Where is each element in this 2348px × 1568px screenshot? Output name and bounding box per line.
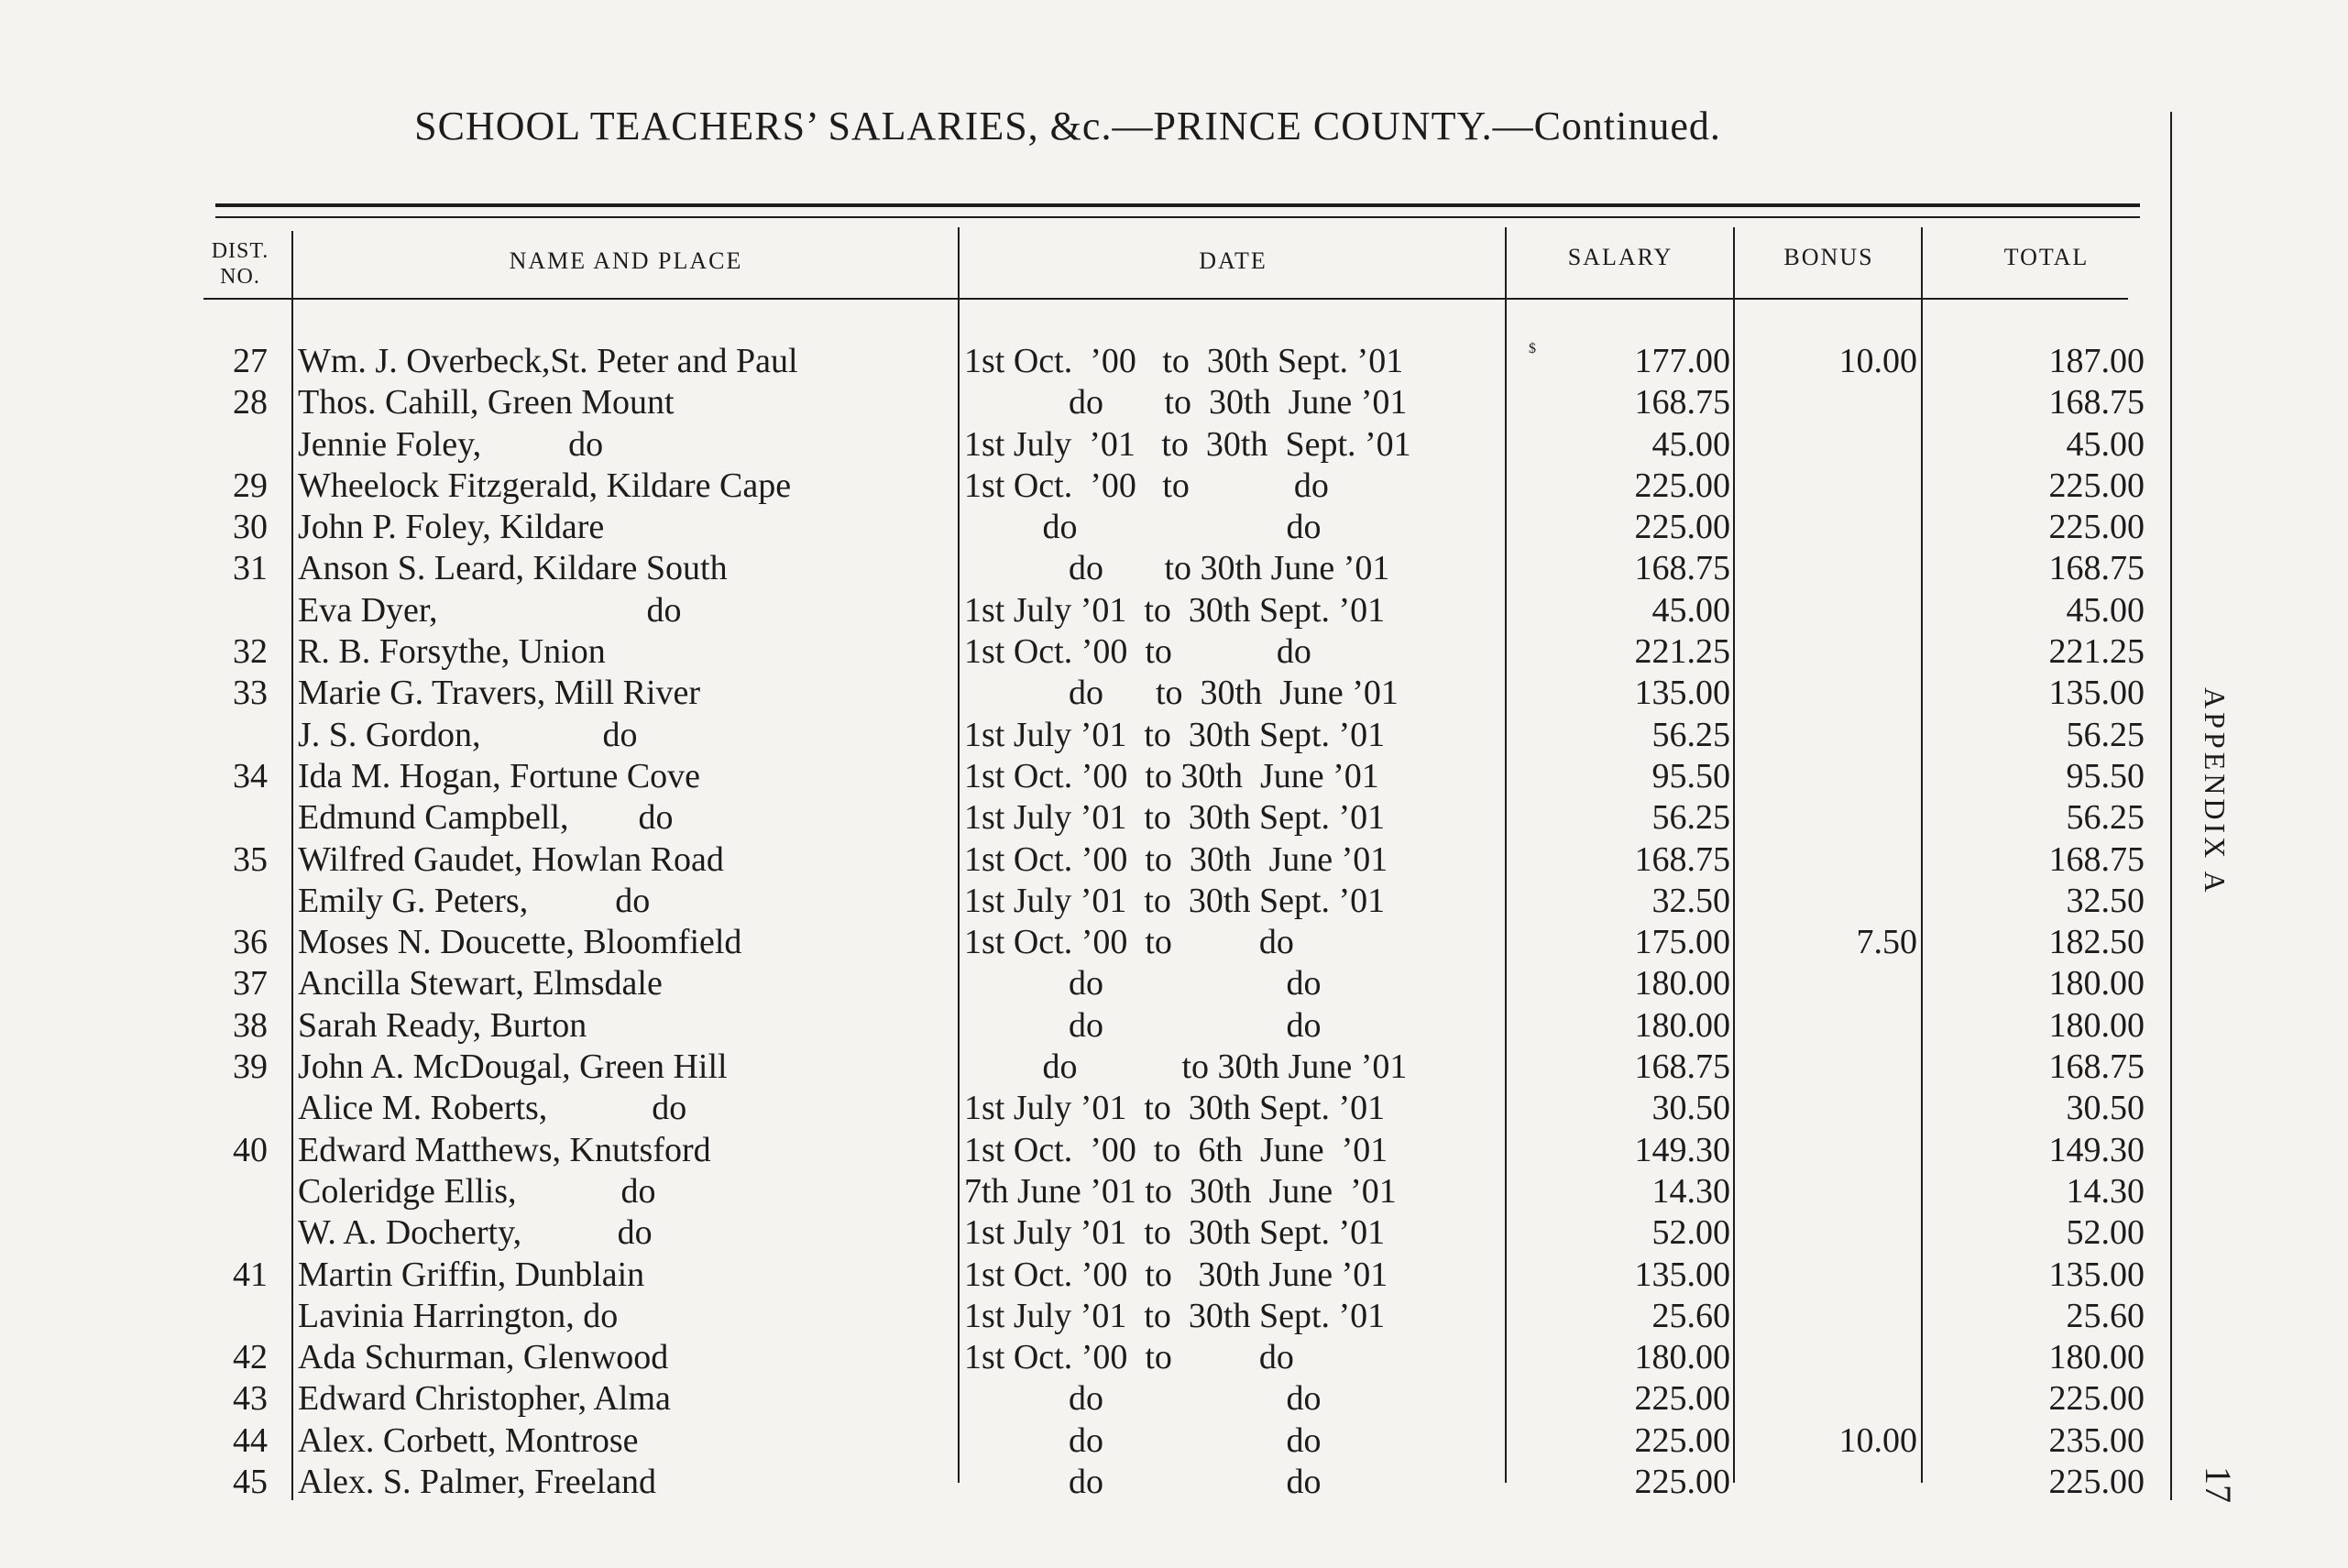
name-and-place: Moses N. Doucette, Bloomfield	[298, 923, 742, 962]
table-row	[0, 922, 2200, 963]
currency-symbol: $	[1529, 341, 1536, 356]
dist-number: 35	[233, 839, 268, 879]
date-range: do to 30th June ’01	[964, 674, 1399, 713]
salary-value: 135.00	[1634, 674, 1730, 713]
table-row	[0, 1296, 2200, 1337]
total-value: 168.75	[2048, 549, 2145, 588]
date-range: 1st Oct. ’00 to 30th Sept. ’01	[964, 342, 1404, 380]
dist-number: 39	[233, 1047, 268, 1087]
dist-number: 32	[233, 632, 268, 672]
header-dist-line1: DIST.	[211, 239, 269, 263]
salary-value: 180.00	[1634, 1005, 1730, 1045]
dist-number: 44	[233, 1420, 268, 1460]
salary-value: 225.00	[1634, 1463, 1730, 1502]
total-value: 187.00	[2048, 342, 2145, 380]
table-row	[0, 1130, 2200, 1171]
total-value: 14.30	[2066, 1171, 2145, 1211]
name-and-place: Alice M. Roberts, do	[298, 1089, 687, 1128]
salary-value: 14.30	[1651, 1171, 1730, 1211]
table-row	[0, 1378, 2200, 1420]
salary-value: 45.00	[1651, 590, 1730, 630]
total-value: 45.00	[2066, 590, 2145, 630]
date-range: do do	[964, 1379, 1322, 1419]
header-dist-line2: NO.	[220, 265, 260, 289]
date-range: 1st July ’01 to 30th Sept. ’01	[964, 424, 1411, 464]
total-value: 95.50	[2066, 756, 2145, 795]
dist-number: 43	[233, 1379, 268, 1419]
dist-number: 33	[233, 674, 268, 713]
date-range: do do	[964, 1420, 1322, 1460]
date-range: 1st July ’01 to 30th Sept. ’01	[964, 881, 1386, 920]
table-row	[0, 1420, 2200, 1462]
date-range: do to 30th June ’01	[964, 1047, 1408, 1087]
total-value: 168.75	[2048, 839, 2145, 879]
name-and-place: W. A. Docherty, do	[298, 1213, 653, 1253]
header-salary: SALARY	[1567, 244, 1673, 270]
name-and-place: John A. McDougal, Green Hill	[298, 1047, 728, 1087]
table-row	[0, 963, 2200, 1004]
salary-value: 225.00	[1634, 466, 1730, 505]
date-range: 1st July ’01 to 30th Sept. ’01	[964, 798, 1386, 838]
salary-value: 180.00	[1634, 964, 1730, 1003]
date-range: 1st Oct. ’00 to 30th June ’01	[964, 839, 1388, 879]
table-row	[0, 1005, 2200, 1047]
date-range: do do	[964, 1005, 1322, 1045]
dist-number: 41	[233, 1255, 268, 1294]
salary-value: 168.75	[1634, 383, 1730, 422]
total-value: 45.00	[2066, 424, 2145, 464]
date-range: 1st July ’01 to 30th Sept. ’01	[964, 1296, 1386, 1335]
total-value: 180.00	[2048, 964, 2145, 1003]
dist-number: 34	[233, 756, 268, 795]
date-range: do do	[964, 964, 1322, 1003]
table-row	[0, 715, 2200, 756]
total-value: 32.50	[2066, 881, 2145, 920]
name-and-place: Emily G. Peters, do	[298, 881, 651, 920]
total-value: 182.50	[2048, 923, 2145, 962]
date-range: 1st Oct. ’00 to do	[964, 923, 1294, 962]
table-row	[0, 382, 2200, 423]
total-value: 235.00	[2048, 1420, 2145, 1460]
table-row	[0, 756, 2200, 797]
total-value: 52.00	[2066, 1213, 2145, 1253]
total-value: 25.60	[2066, 1296, 2145, 1335]
bonus-value: 10.00	[1838, 342, 1917, 380]
salary-value: 30.50	[1651, 1089, 1730, 1128]
salary-value: 45.00	[1651, 424, 1730, 464]
date-range: do to 30th June ’01	[964, 383, 1408, 422]
salary-value: 180.00	[1634, 1338, 1730, 1377]
total-value: 168.75	[2048, 1047, 2145, 1087]
salary-value: 25.60	[1651, 1296, 1730, 1335]
name-and-place: Ida M. Hogan, Fortune Cove	[298, 756, 701, 795]
table-row	[0, 466, 2200, 507]
dist-number: 28	[233, 383, 268, 422]
name-and-place: Wm. J. Overbeck,St. Peter and Paul	[298, 342, 798, 380]
dist-number: 38	[233, 1005, 268, 1045]
table-row	[0, 797, 2200, 839]
table-row	[0, 341, 2200, 382]
salary-value: 221.25	[1634, 632, 1730, 672]
name-and-place: John P. Foley, Kildare	[298, 508, 605, 547]
name-and-place: Alex. S. Palmer, Freeland	[298, 1463, 657, 1502]
total-value: 56.25	[2066, 715, 2145, 754]
salary-value: 56.25	[1651, 715, 1730, 754]
dist-number: 45	[233, 1463, 268, 1502]
total-value: 180.00	[2048, 1338, 2145, 1377]
total-value: 135.00	[2048, 674, 2145, 713]
total-value: 225.00	[2048, 1379, 2145, 1419]
appendix-label: APPENDIX A	[2199, 687, 2232, 896]
name-and-place: J. S. Gordon, do	[298, 715, 638, 754]
name-and-place: Jennie Foley, do	[298, 424, 604, 464]
name-and-place: Anson S. Leard, Kildare South	[298, 549, 728, 588]
table-row	[0, 1212, 2200, 1254]
salary-value: 95.50	[1651, 756, 1730, 795]
table-row	[0, 1337, 2200, 1378]
name-and-place: Lavinia Harrington, do	[298, 1296, 619, 1335]
total-value: 135.00	[2048, 1255, 2145, 1294]
name-and-place: Ancilla Stewart, Elmsdale	[298, 964, 663, 1003]
table-row	[0, 548, 2200, 589]
name-and-place: Edmund Campbell, do	[298, 798, 674, 838]
header-name-and-place: NAME AND PLACE	[509, 247, 743, 274]
table-row	[0, 1088, 2200, 1129]
dist-number: 27	[233, 342, 268, 380]
salary-value: 32.50	[1651, 881, 1730, 920]
page-title: SCHOOL TEACHERS’ SALARIES, &c.—PRINCE COUNTY.—Continued.	[414, 104, 1721, 148]
date-range: 1st July ’01 to 30th Sept. ’01	[964, 1213, 1386, 1253]
table-row	[0, 1171, 2200, 1212]
total-value: 225.00	[2048, 466, 2145, 505]
date-range: 1st Oct. ’00 to do	[964, 1338, 1294, 1377]
total-value: 221.25	[2048, 632, 2145, 672]
name-and-place: Ada Schurman, Glenwood	[298, 1338, 669, 1377]
salary-value: 175.00	[1634, 923, 1730, 962]
dist-number: 40	[233, 1130, 268, 1169]
name-and-place: Edward Matthews, Knutsford	[298, 1130, 711, 1169]
salary-value: 168.75	[1634, 1047, 1730, 1087]
header-dist-no	[200, 238, 280, 290]
dist-number: 31	[233, 549, 268, 588]
name-and-place: Martin Griffin, Dunblain	[298, 1255, 645, 1294]
date-range: 7th June ’01 to 30th June ’01	[964, 1171, 1397, 1211]
dist-number: 29	[233, 466, 268, 505]
salary-value: 52.00	[1651, 1213, 1730, 1253]
date-range: 1st Oct. ’00 to do	[964, 632, 1311, 672]
table-row	[0, 673, 2200, 714]
name-and-place: Edward Christopher, Alma	[298, 1379, 671, 1419]
header-total: TOTAL	[2003, 244, 2090, 270]
dist-number: 30	[233, 508, 268, 547]
page-number: 17	[2198, 1466, 2239, 1503]
table-row	[0, 424, 2200, 466]
salary-value: 56.25	[1651, 798, 1730, 838]
salary-table-body	[0, 341, 2200, 1503]
total-value: 168.75	[2048, 383, 2145, 422]
date-range: 1st Oct. ’00 to 6th June ’01	[964, 1130, 1388, 1169]
dist-number: 42	[233, 1338, 268, 1377]
top-rule-thick	[215, 203, 2140, 207]
dist-number: 37	[233, 964, 268, 1003]
date-range: do to 30th June ’01	[964, 549, 1390, 588]
date-range: 1st Oct. ’00 to 30th June ’01	[964, 1255, 1388, 1294]
name-and-place: Marie G. Travers, Mill River	[298, 674, 701, 713]
date-range: 1st July ’01 to 30th Sept. ’01	[964, 715, 1386, 754]
date-range: do do	[964, 1463, 1322, 1502]
header-bonus: BONUS	[1783, 244, 1874, 270]
table-row	[0, 881, 2200, 922]
table-row	[0, 631, 2200, 673]
table-row	[0, 1255, 2200, 1296]
date-range: 1st July ’01 to 30th Sept. ’01	[964, 1089, 1386, 1128]
total-value: 30.50	[2066, 1089, 2145, 1128]
salary-value: 225.00	[1634, 1379, 1730, 1419]
salary-value: 225.00	[1634, 1420, 1730, 1460]
bonus-value: 10.00	[1838, 1420, 1917, 1460]
total-value: 149.30	[2048, 1130, 2145, 1169]
name-and-place: Eva Dyer, do	[298, 590, 682, 630]
date-range: 1st Oct. ’00 to 30th June ’01	[964, 756, 1379, 795]
salary-value: 149.30	[1634, 1130, 1730, 1169]
salary-value: 177.00	[1634, 342, 1730, 380]
date-range: 1st July ’01 to 30th Sept. ’01	[964, 590, 1386, 630]
table-row	[0, 590, 2200, 631]
header-rule	[203, 298, 2128, 300]
total-value: 225.00	[2048, 508, 2145, 547]
table-row	[0, 1462, 2200, 1503]
top-rule-thin	[215, 216, 2140, 218]
salary-value: 168.75	[1634, 549, 1730, 588]
salary-value: 225.00	[1634, 508, 1730, 547]
name-and-place: Coleridge Ellis, do	[298, 1171, 656, 1211]
name-and-place: Wheelock Fitzgerald, Kildare Cape	[298, 466, 792, 505]
header-date: DATE	[1199, 247, 1267, 274]
table-row	[0, 1047, 2200, 1088]
bonus-value: 7.50	[1856, 923, 1917, 962]
name-and-place: Alex. Corbett, Montrose	[298, 1420, 639, 1460]
total-value: 225.00	[2048, 1463, 2145, 1502]
name-and-place: Sarah Ready, Burton	[298, 1005, 587, 1045]
name-and-place: R. B. Forsythe, Union	[298, 632, 606, 672]
salary-value: 168.75	[1634, 839, 1730, 879]
total-value: 56.25	[2066, 798, 2145, 838]
total-value: 180.00	[2048, 1005, 2145, 1045]
name-and-place: Wilfred Gaudet, Howlan Road	[298, 839, 724, 879]
dist-number: 36	[233, 923, 268, 962]
date-range: do do	[964, 508, 1322, 547]
date-range: 1st Oct. ’00 to do	[964, 466, 1329, 505]
name-and-place: Thos. Cahill, Green Mount	[298, 383, 675, 422]
table-row	[0, 839, 2200, 881]
table-row	[0, 507, 2200, 548]
salary-value: 135.00	[1634, 1255, 1730, 1294]
